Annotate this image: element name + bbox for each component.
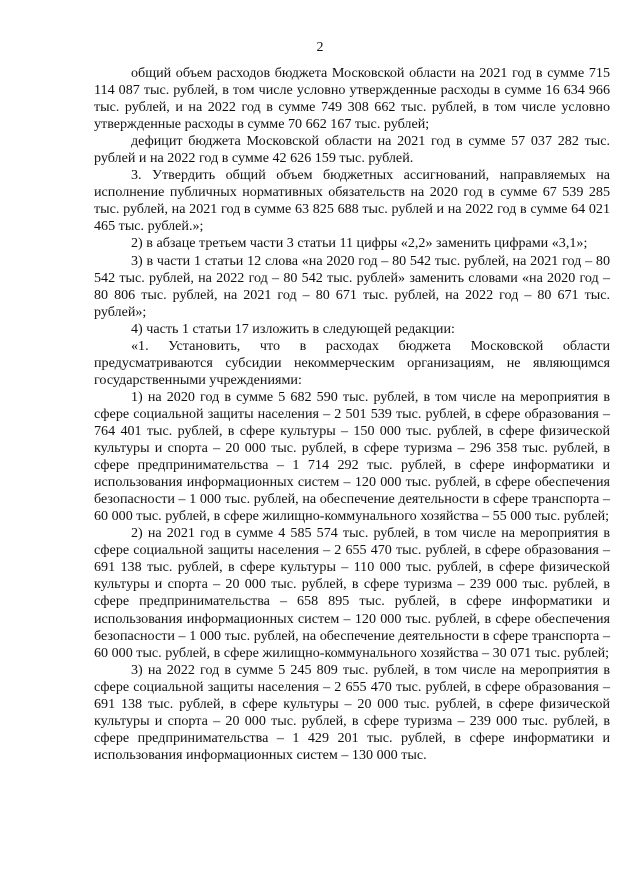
paragraph-amendment-4: 4) часть 1 статьи 17 изложить в следующей редакции: [131,320,455,337]
paragraph-subsidies-2022: 3) на 2022 год в сумме 5 245 809 тыс. рублей, в том числе на мероприятия в сфере социальной защиты населения – 2 655 470 тыс. рублей, в сфере образования – 691 138 тыс. рублей, в сфере культуры – 20 000 тыс. рублей, в сфере физической культуры и спорта – 20 000 тыс. рублей, в сфере туризма – 239 000 тыс. рублей, в сфере предпринимательства – 1 429 201 тыс. рублей, в сфере информатики и использования информационных систем – 130 000 тыс. [94,661,610,763]
paragraph-amendment-2: 2) в абзаце третьем части 3 статьи 11 цифры «2,2» заменить цифрами «3,1»; [131,235,588,252]
page-number: 2 [316,40,324,55]
paragraph-subsidies-2021: 2) на 2021 год в сумме 4 585 574 тыс. рублей, в том числе на мероприятия в сфере социальной защиты населения – 2 655 470 тыс. рублей, в сфере образования – 691 138 тыс. рублей, в сфере культуры – 110 000 тыс. рублей, в сфере физической культуры и спорта – 20 000 тыс. рублей, в сфере туризма – 239 000 тыс. рублей, в сфере предпринимательства – 658 895 тыс. рублей, в сфере информатики и использования информационных систем – 120 000 тыс. рублей, в сфере обеспечения безопасности – 1 000 тыс. рублей, на обеспечение деятельности в сфере транспорта – 60 000 тыс. рублей, в сфере жилищно-коммунального хозяйства – 30 071 тыс. рублей; [94,525,610,661]
paragraph-subsidies-intro: «1. Установить, что в расходах бюджета Московской области предусматриваются субсидии некоммерческим организациям, не являющимся государственными учреждениями: [94,337,610,388]
paragraph-expenditures-2021-2022: общий объем расходов бюджета Московской области на 2021 год в сумме 715 114 087 тыс. рублей, в том числе условно утвержденные расходы в сумме 16 634 966 тыс. рублей, и на 2022 год в сумме 749 308 662 тыс. рублей, в том числе условно утвержденные расходы в сумме 70 662 167 тыс. рублей; [94,65,610,133]
paragraph-deficit: дефицит бюджета Московской области на 2021 год в сумме 57 037 282 тыс. рублей и на 2022 год в сумме 42 626 159 тыс. рублей. [94,133,610,167]
document-body [94,65,610,764]
paragraph-item-3-public-obligations: 3. Утвердить общий объем бюджетных ассигнований, направляемых на исполнение публичных нормативных обязательств на 2020 год в сумме 67 539 285 тыс. рублей, на 2021 год в сумме 63 825 688 тыс. рублей и на 2022 год в сумме 64 021 465 тыс. рублей.»; [94,167,610,235]
paragraph-subsidies-2020: 1) на 2020 год в сумме 5 682 590 тыс. рублей, в том числе на мероприятия в сфере социальной защиты населения – 2 501 539 тыс. рублей, в сфере образования – 764 401 тыс. рублей, в сфере культуры – 150 000 тыс. рублей, в сфере физической культуры и спорта – 20 000 тыс. рублей, в сфере туризма – 296 358 тыс. рублей, в сфере предпринимательства – 1 714 292 тыс. рублей, в сфере информатики и использования информационных систем – 120 000 тыс. рублей, в сфере обеспечения безопасности – 1 000 тыс. рублей, на обеспечение деятельности в сфере транспорта – 60 000 тыс. рублей, в сфере жилищно-коммунального хозяйства – 55 000 тыс. рублей; [94,388,610,525]
paragraph-amendment-3: 3) в части 1 статьи 12 слова «на 2020 год – 80 542 тыс. рублей, на 2021 год – 80 542 тыс. рублей, на 2022 год – 80 542 тыс. рублей» заменить словами «на 2020 год – 80 806 тыс. рублей, на 2021 год – 80 671 тыс. рублей, на 2022 год – 80 671 тыс. рублей»; [94,252,610,320]
